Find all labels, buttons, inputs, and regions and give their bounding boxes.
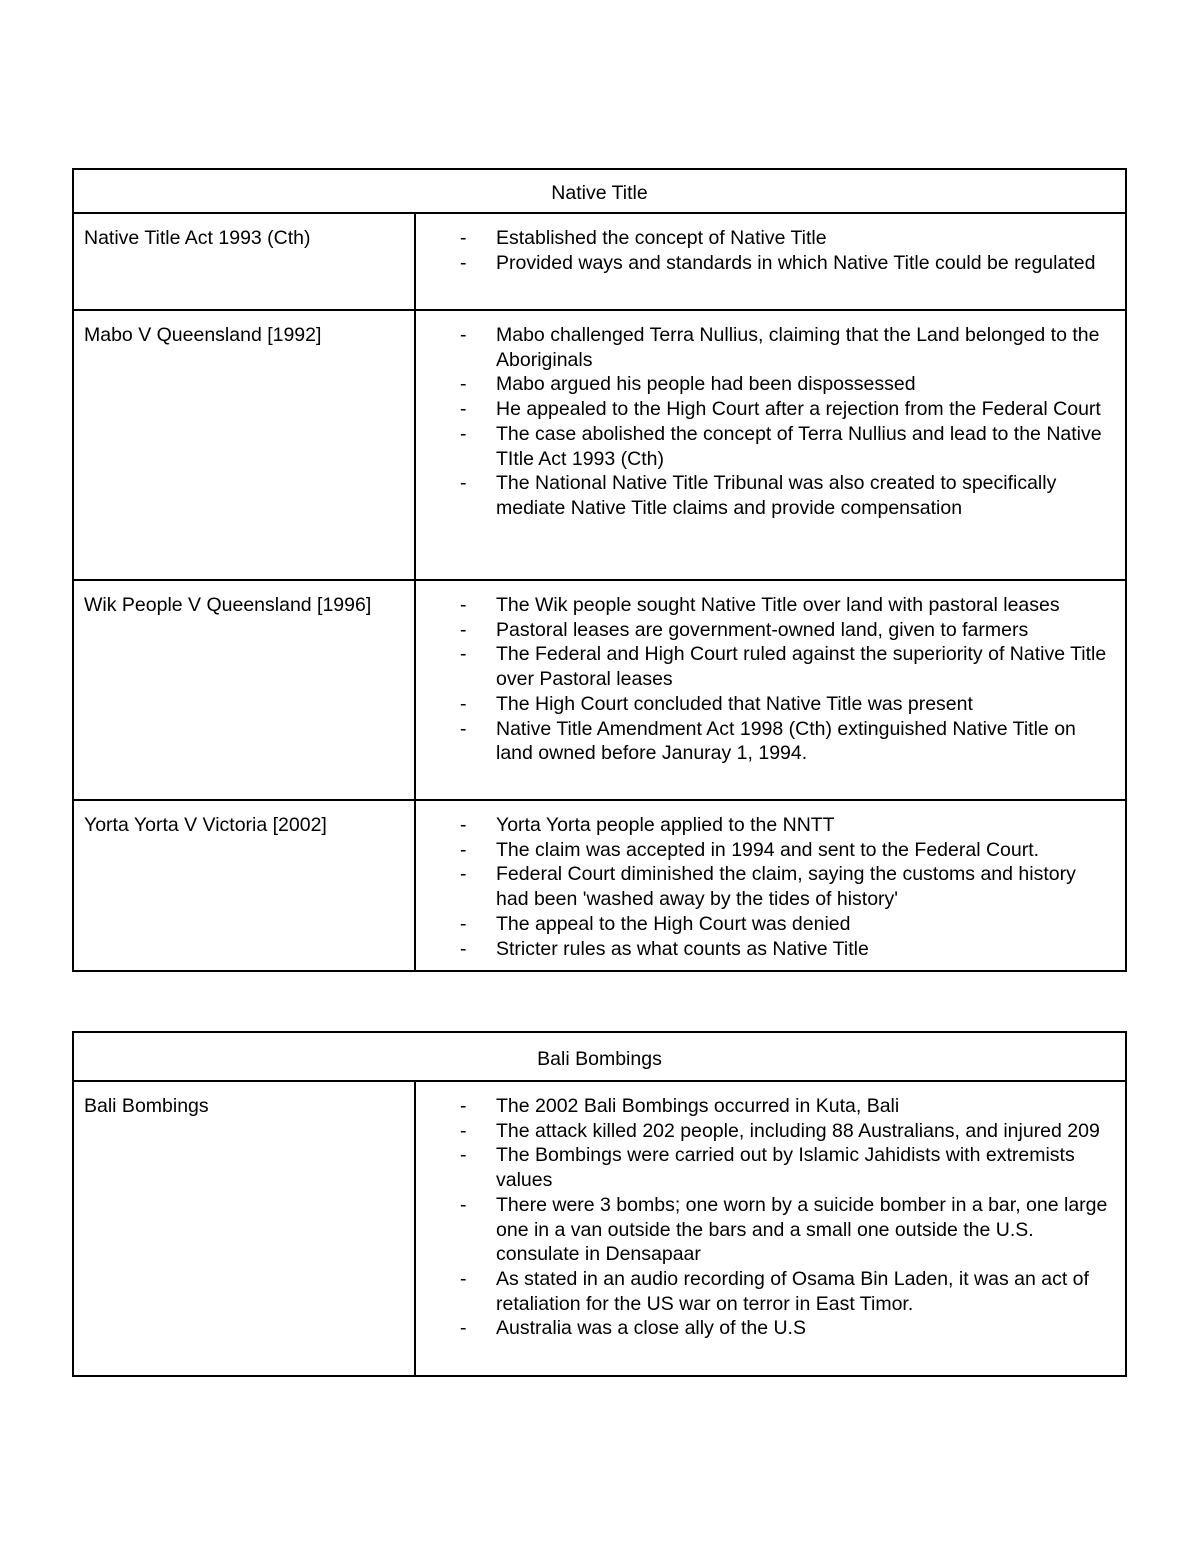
bullet-item: - Stricter rules as what counts as Native Title [416,937,1113,962]
row-content [415,310,1126,580]
bullet-item: - Mabo challenged Terra Nullius, claiming that the Land belonged to the Aboriginals [416,323,1113,372]
bullet-item: - Established the concept of Native Title [416,226,1113,251]
table-title-row [73,169,1126,213]
bullet-list [416,323,1113,521]
bullet-item: - He appealed to the High Court after a rejection from the Federal Court [416,397,1113,422]
row-content [415,213,1126,310]
bullet-item: - The 2002 Bali Bombings occurred in Kuta, Bali [416,1094,1113,1119]
bullet-item: - The appeal to the High Court was denied [416,912,1113,937]
bullet-item: - The Bombings were carried out by Islamic Jahidists with extremists values [416,1143,1113,1192]
row-content [415,800,1126,971]
bullet-item: - The case abolished the concept of Terra Nullius and lead to the Native TItle Act 1993 (Cth) [416,422,1113,471]
bullet-item: - Australia was a close ally of the U.S [416,1316,1113,1341]
table-row [73,310,1126,580]
bullet-list [416,813,1113,961]
bullet-list [416,593,1113,766]
bullet-list [416,1094,1113,1341]
bullet-item: - Provided ways and standards in which Native Title could be regulated [416,251,1113,276]
native-title-table [72,168,1127,972]
row-label: Yorta Yorta V Victoria [2002] [73,800,415,971]
bullet-item: - The Federal and High Court ruled against the superiority of Native Title over Pastoral leases [416,642,1113,691]
bullet-item: - Federal Court diminished the claim, saying the customs and history had been 'washed away by the tides of history' [416,862,1113,911]
bali-bombings-table [72,1031,1127,1377]
bullet-item: - There were 3 bombs; one worn by a suicide bomber in a bar, one large one in a van outside the bars and a small one outside the U.S. consulate in Densapaar [416,1193,1113,1267]
table-row [73,580,1126,800]
bullet-item: - As stated in an audio recording of Osama Bin Laden, it was an act of retaliation for the US war on terror in East Timor. [416,1267,1113,1316]
table-title-row [73,1032,1126,1081]
table-title: Bali Bombings [73,1032,1126,1081]
bullet-item: - Yorta Yorta people applied to the NNTT [416,813,1113,838]
bullet-item: - The claim was accepted in 1994 and sent to the Federal Court. [416,838,1113,863]
table-row [73,800,1126,971]
bullet-item: - Pastoral leases are government-owned land, given to farmers [416,618,1113,643]
bullet-item: - The National Native Title Tribunal was also created to specifically mediate Native Title claims and provide compensation [416,471,1113,520]
bullet-item: - The High Court concluded that Native Title was present [416,692,1113,717]
row-label: Bali Bombings [73,1081,415,1376]
table-row [73,1081,1126,1376]
row-label: Mabo V Queensland [1992] [73,310,415,580]
bullet-item: - The attack killed 202 people, including 88 Australians, and injured 209 [416,1119,1113,1144]
table-title: Native Title [73,169,1126,213]
row-content [415,580,1126,800]
bullet-item: - Mabo argued his people had been dispossessed [416,372,1113,397]
table-row [73,213,1126,310]
row-label: Wik People V Queensland [1996] [73,580,415,800]
row-content [415,1081,1126,1376]
row-label: Native Title Act 1993 (Cth) [73,213,415,310]
bullet-list [416,226,1113,275]
bullet-item: - The Wik people sought Native Title over land with pastoral leases [416,593,1113,618]
bullet-item: - Native Title Amendment Act 1998 (Cth) extinguished Native Title on land owned before Januray 1, 1994. [416,717,1113,766]
